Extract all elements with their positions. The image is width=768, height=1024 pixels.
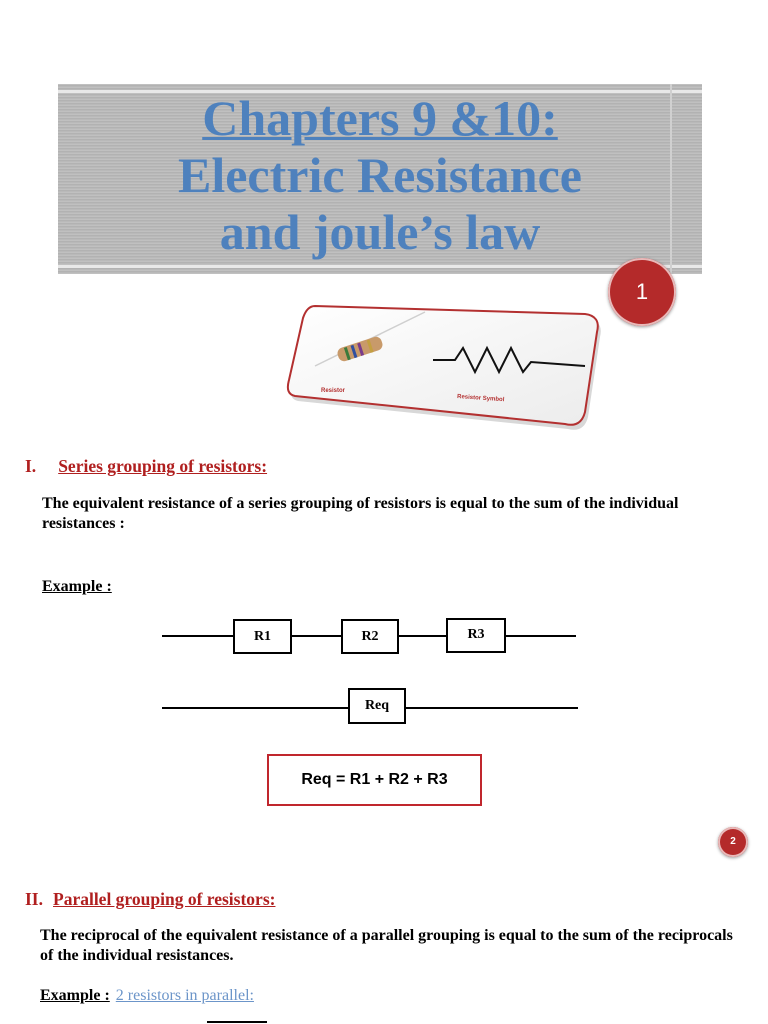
title-line-1: Chapters 9 &10: — [202, 90, 558, 146]
parallel-example — [40, 987, 254, 1005]
wire — [292, 635, 342, 637]
page-number-badge: 2 — [718, 827, 748, 857]
wire — [162, 707, 349, 709]
resistor-req: Req — [348, 688, 406, 724]
title-banner — [58, 84, 702, 274]
title-line-2: Electric Resistance — [177, 147, 582, 203]
resistor-illustration — [285, 300, 603, 430]
parallel-example-note: 2 resistors in parallel: — [115, 987, 254, 1004]
section-title: Series grouping of resistors: — [58, 456, 268, 476]
section-number: II. — [25, 889, 43, 909]
resistor-r3: R3 — [446, 618, 506, 653]
parallel-example-label: Example : — [40, 987, 110, 1004]
section-heading-series — [25, 456, 267, 477]
wire — [162, 635, 234, 637]
page-number-badge: 1 — [608, 258, 676, 326]
page-title — [58, 90, 702, 261]
resistor-r2: R2 — [341, 619, 399, 654]
section-number: I. — [25, 456, 37, 476]
wire — [506, 635, 576, 637]
series-example-label: Example : — [42, 578, 112, 595]
fraction-bar — [207, 1021, 267, 1023]
series-formula: Req = R1 + R2 + R3 — [267, 754, 482, 806]
parallel-description: The reciprocal of the equivalent resistance of a parallel grouping is equal to the sum of the reciprocals of the individual resistances. — [40, 927, 733, 964]
resistor-symbol-label: Resistor Symbol — [456, 394, 505, 404]
series-description: The equivalent resistance of a series grouping of resistors is equal to the sum of the individual resistances : — [42, 495, 679, 532]
resistor-label: Resistor — [321, 388, 346, 394]
title-line-3: and joule’s law — [219, 204, 541, 260]
wire — [406, 707, 578, 709]
resistor-r1: R1 — [233, 619, 292, 654]
section-title: Parallel grouping of resistors: — [53, 889, 276, 909]
wire — [399, 635, 447, 637]
section-heading-parallel — [25, 889, 275, 910]
banner-bottom-rule — [58, 265, 702, 268]
